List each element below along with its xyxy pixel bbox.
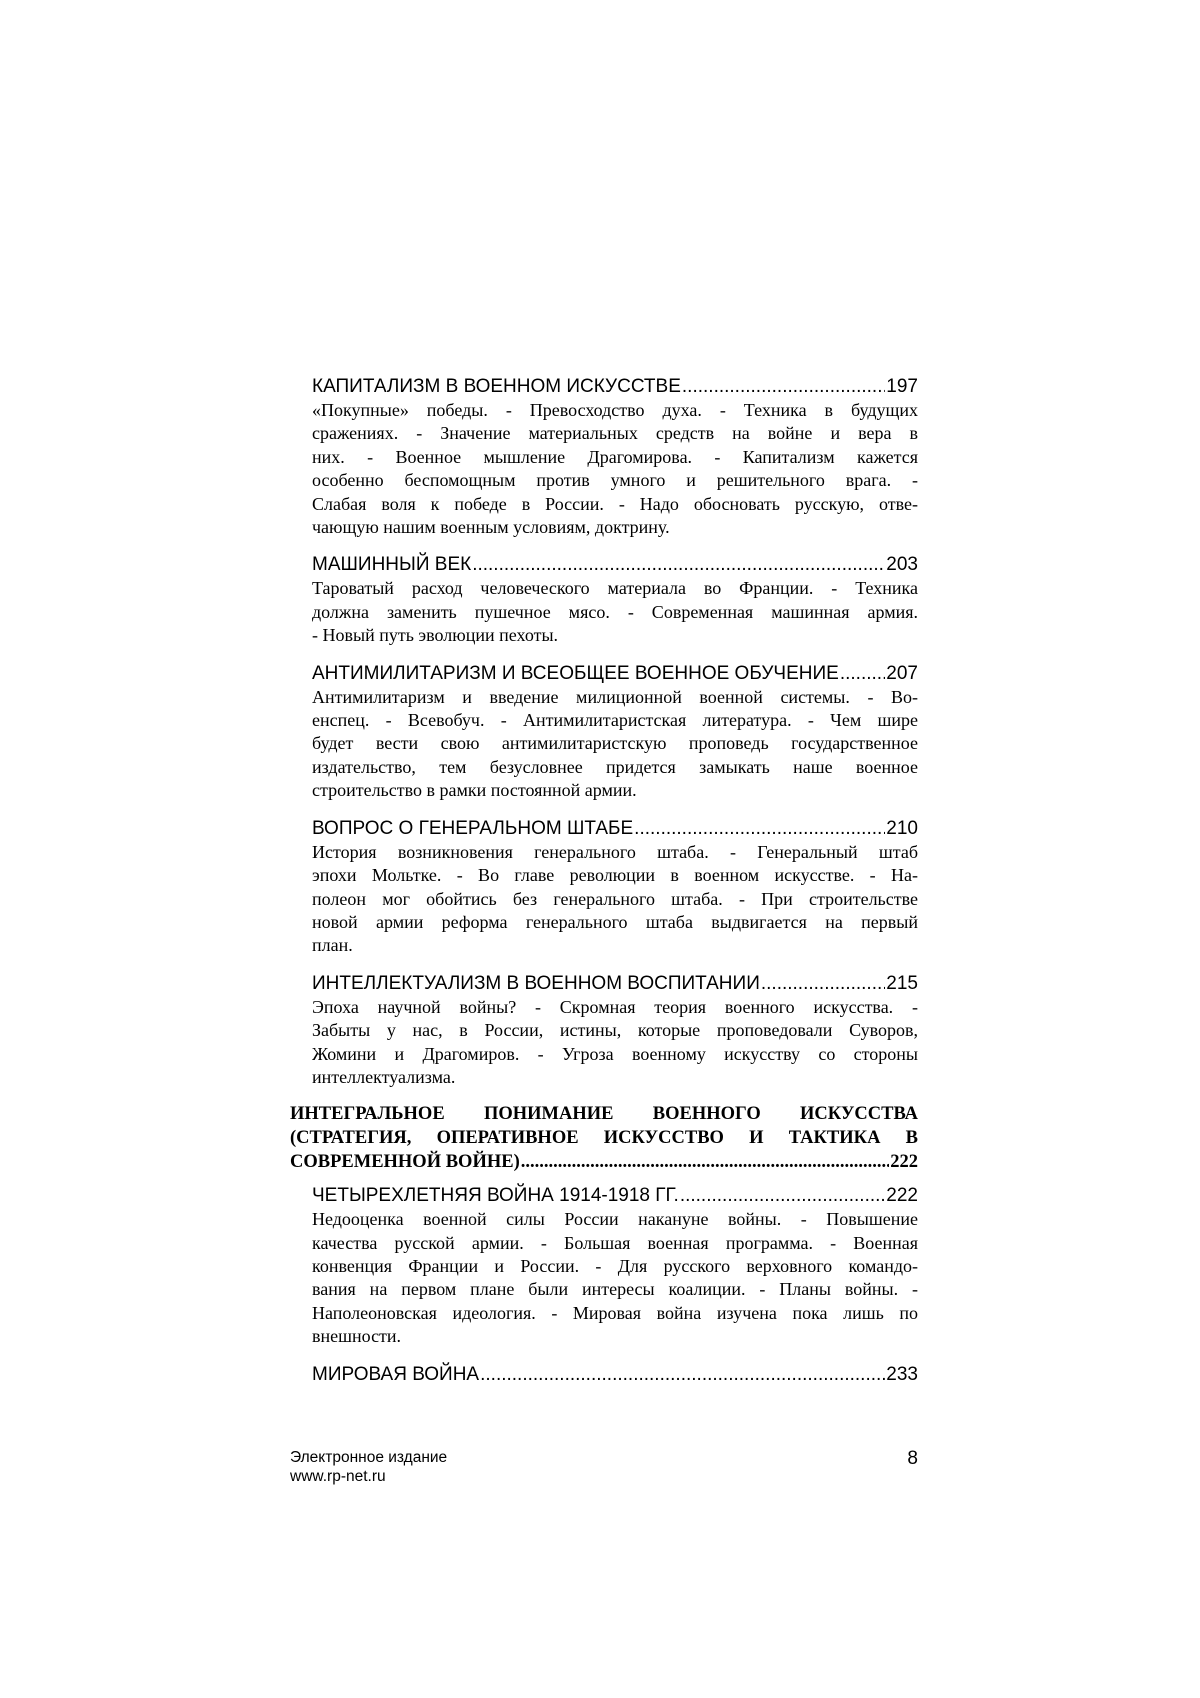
part-heading-line: ИНТЕГРАЛЬНОЕ ПОНИМАНИЕ ВОЕННОГО ИСКУССТВА [290,1104,918,1125]
toc-entry [290,972,918,1090]
toc-leader-dots [472,553,885,577]
description-line: Тароватый расход человеческого материала во Франции. - Техника [312,578,918,599]
toc-entry-page: 207 [886,662,918,684]
toc-entry-title: ВОПРОС О ГЕНЕРАЛЬНОМ ШТАБЕ [312,817,634,839]
toc-entry-description [312,399,918,539]
toc-entry [290,662,918,803]
page-number: 8 [907,1448,918,1469]
description-line: Антимилитаризм и введение милиционной военной системы. - Во- [312,686,918,707]
table-of-contents [290,375,918,1401]
description-line: Забыты у нас, в России, истины, которые проповедовали Суворов, [312,1020,918,1041]
toc-entry [290,1363,918,1387]
toc-entry-description [312,841,918,958]
description-line: чающую нашим военным условиям, доктрину. [312,517,670,538]
part-heading-page: 222 [890,1151,918,1172]
description-line: особенно беспомощным против умного и решительного врага. - [312,470,918,491]
toc-entry [290,553,918,647]
description-line: Недооценка военной силы России накануне войны. - Повышение [312,1209,918,1230]
toc-entry-heading[interactable] [312,553,918,577]
toc-entry-description [312,1208,918,1348]
toc-entry-page: 203 [886,554,918,576]
toc-leader-dots [480,1363,885,1387]
toc-entry-heading[interactable] [312,1363,918,1387]
description-line: будет вести свою антимилитаристскую проповедь государственное [312,733,918,754]
toc-part-heading[interactable] [290,1103,918,1174]
toc-entry-page: 233 [886,1363,918,1385]
toc-leader-dots [840,662,885,686]
description-line: Наполеоновская идеология. - Мировая война изучена пока лишь по [312,1302,918,1323]
description-line: них. - Военное мышление Драгомирова. - Капитализм кажется [312,446,918,467]
description-line: план. [312,935,353,956]
toc-entry-title: МАШИННЫЙ ВЕК [312,554,472,576]
toc-entry-title: ЧЕТЫРЕХЛЕТНЯЯ ВОЙНА 1914-1918 ГГ. [312,1185,679,1207]
toc-entry-description [312,577,918,647]
part-heading-line: СОВРЕМЕННОЙ ВОЙНЕ) [290,1151,520,1172]
description-line: издательство, тем безусловнее придется замыкать наше военное [312,756,918,777]
toc-entry-heading[interactable] [312,375,918,399]
description-line: вания на первом плане были интересы коалиции. - Планы войны. - [312,1279,918,1300]
toc-entry-page: 215 [886,972,918,994]
toc-leader-dots [634,817,885,841]
description-line: «Покупные» победы. - Превосходство духа. - Техника в будущих [312,400,918,420]
publisher-url[interactable]: www.rp-net.ru [290,1468,386,1485]
description-line: строительство в рамки постоянной армии. [312,780,637,801]
toc-leader-dots [680,1184,885,1208]
toc-entry-page: 222 [886,1185,918,1207]
toc-entry-title: КАПИТАЛИЗМ В ВОЕННОМ ИСКУССТВЕ [312,376,681,397]
toc-leader-dots [521,1151,890,1175]
part-heading-line: (СТРАТЕГИЯ, ОПЕРАТИВНОЕ ИСКУССТВО И ТАКТИКА В [290,1127,918,1148]
toc-entry-description [312,686,918,803]
description-line: енспец. - Всевобуч. - Антимилитаристская литература. - Чем шире [312,710,918,731]
description-line: Эпоха научной войны? - Скромная теория военного искусства. - [312,996,918,1017]
toc-entry-title: ИНТЕЛЛЕКТУАЛИЗМ В ВОЕННОМ ВОСПИТАНИИ [312,972,760,994]
publisher-info [290,1448,918,1486]
toc-leader-dots [761,972,885,996]
toc-entry [290,817,918,958]
toc-entry-title: МИРОВАЯ ВОЙНА [312,1363,480,1385]
description-line: эпохи Мольтке. - Во главе революции в военном искусстве. - На- [312,865,918,886]
toc-entry-title: АНТИМИЛИТАРИЗМ И ВСЕОБЩЕЕ ВОЕННОЕ ОБУЧЕНИЕ [312,662,839,684]
toc-entry-heading[interactable] [312,972,918,996]
toc-entry-heading[interactable] [312,662,918,686]
description-line: - Новый путь эволюции пехоты. [312,625,559,646]
part-heading-last-line [290,1151,918,1175]
description-line: Слабая воля к победе в России. - Надо обосновать русскую, отве- [312,493,918,514]
toc-leader-dots [682,375,885,399]
description-line: История возникновения генерального штаба. - Генеральный штаб [312,841,918,862]
description-line: должна заменить пушечное мясо. - Современная машинная армия. [312,601,918,622]
description-line: сражениях. - Значение материальных средств на войне и вера в [312,423,918,444]
description-line: внешности. [312,1326,402,1347]
toc-entry-page: 210 [886,817,918,839]
description-line: конвенция Франции и России. - Для русского верховного командо- [312,1255,918,1276]
description-line: полеон мог обойтись без генерального штаба. - При строительстве [312,888,918,909]
page-footer [290,1448,918,1486]
description-line: Жомини и Драгомиров. - Угроза военному искусству со стороны [312,1043,918,1064]
description-line: интеллектуализма. [312,1066,456,1087]
toc-entry-page: 197 [886,376,918,397]
toc-entry-heading[interactable] [312,817,918,841]
description-line: качества русской армии. - Большая военная программа. - Военная [312,1232,918,1253]
toc-entry-description [312,996,918,1090]
toc-entry-heading[interactable] [312,1184,918,1208]
publisher-label: Электронное издание [290,1449,448,1466]
toc-entry [290,375,918,539]
toc-entry [290,1184,918,1348]
description-line: новой армии реформа генерального штаба выдвигается на первый [312,911,918,932]
